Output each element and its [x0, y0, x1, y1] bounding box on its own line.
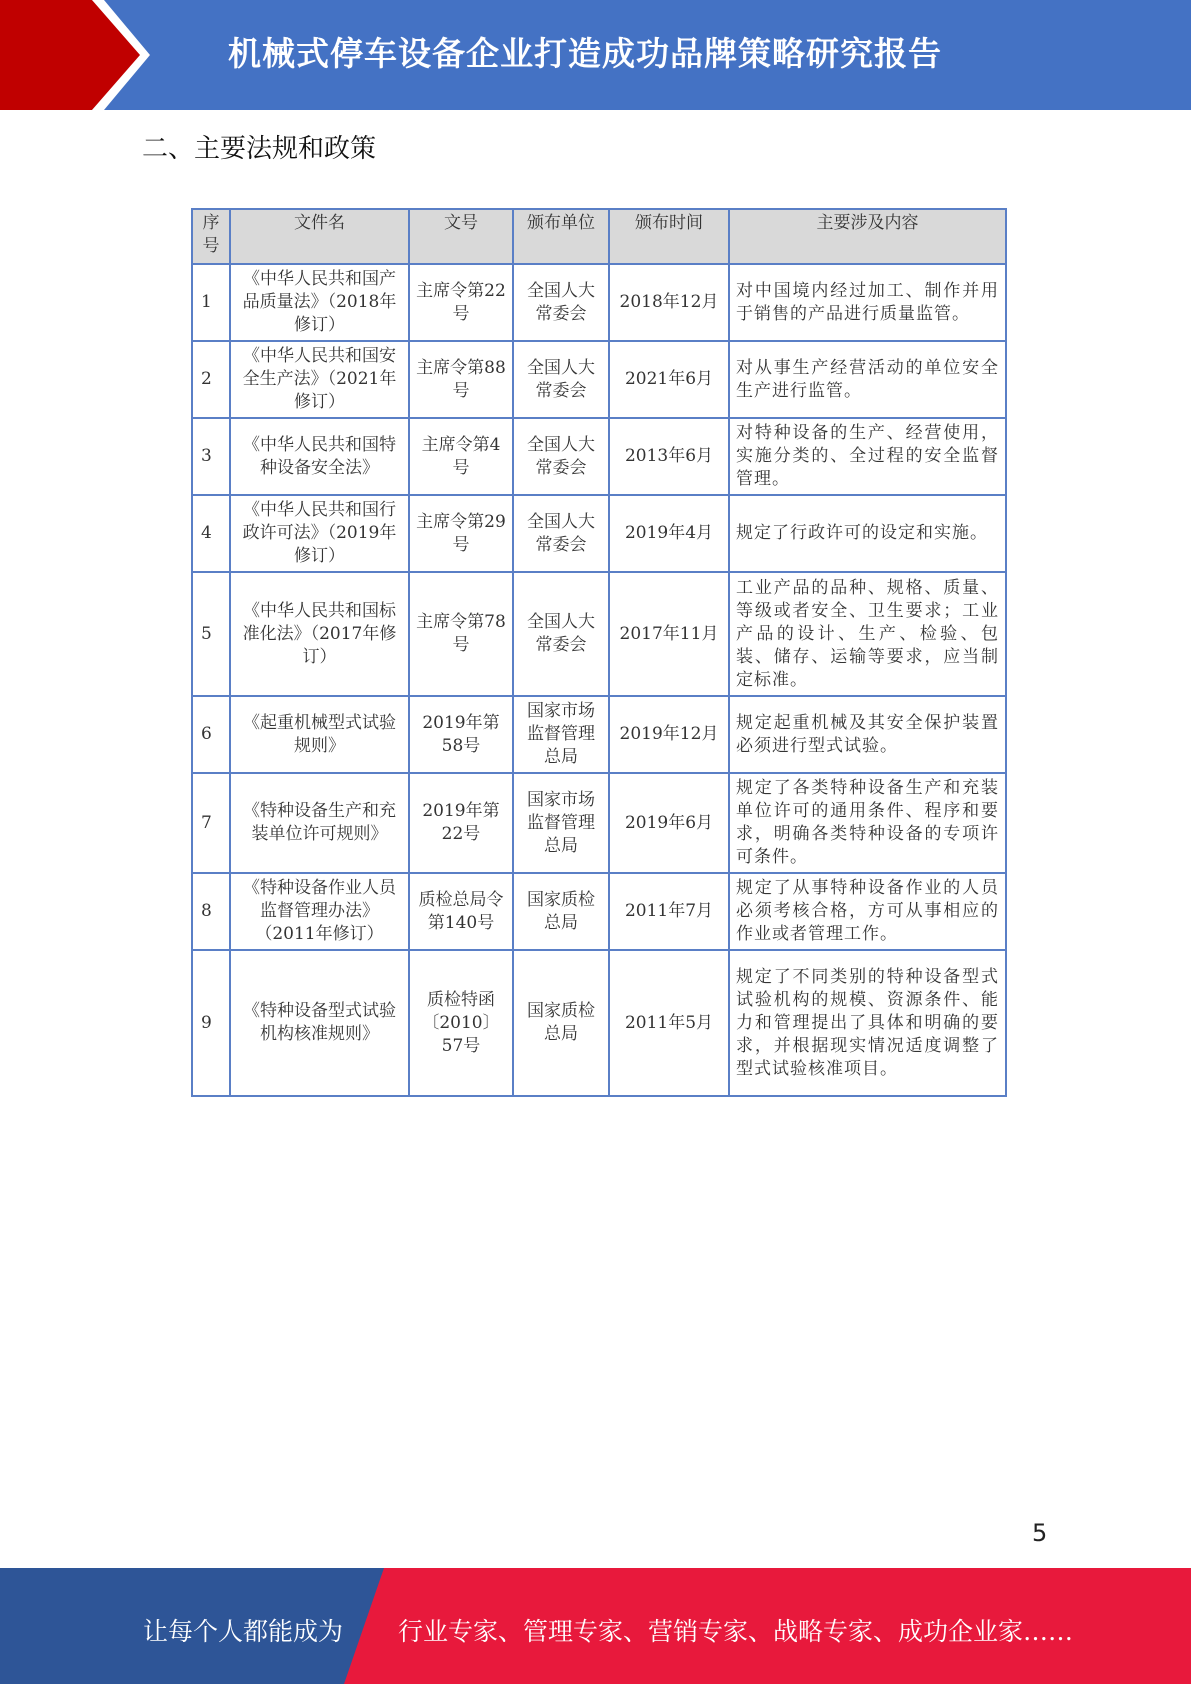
cell-main-content: 规定了从事特种设备作业的人员必须考核合格，方可从事相应的作业或者管理工作。: [729, 873, 1006, 950]
cell-index: 9: [192, 950, 230, 1096]
footer-slogan-right: 行业专家、管理专家、营销专家、战略专家、成功企业家……: [398, 1617, 1074, 1646]
cell-main-content: 规定了行政许可的设定和实施。: [729, 495, 1006, 572]
cell-issue-date: 2019年4月: [609, 495, 729, 572]
table-row: [192, 950, 1006, 1096]
cell-main-content: 对从事生产经营活动的单位安全生产进行监管。: [729, 341, 1006, 418]
cell-issuing-authority: 国家市场监督管理总局: [513, 773, 609, 873]
header-document-number: 文号: [409, 209, 513, 264]
cell-index: 8: [192, 873, 230, 950]
cell-issue-date: 2018年12月: [609, 264, 729, 341]
cell-main-content: 工业产品的品种、规格、质量、等级或者安全、卫生要求；工业产品的设计、生产、检验、包装、储存、运输等要求，应当制定标准。: [729, 572, 1006, 696]
cell-main-content: 规定了各类特种设备生产和充装单位许可的通用条件、程序和要求，明确各类特种设备的专项许可条件。: [729, 773, 1006, 873]
cell-document-name: 《特种设备型式试验机构核准规则》: [230, 950, 409, 1096]
cell-document-name: 《特种设备作业人员监督管理办法》（2011年修订）: [230, 873, 409, 950]
header-chevron-graphic: [0, 0, 150, 110]
cell-issue-date: 2019年6月: [609, 773, 729, 873]
cell-index: 5: [192, 572, 230, 696]
cell-issuing-authority: 国家质检总局: [513, 950, 609, 1096]
cell-document-name: 《中华人民共和国产品质量法》（2018年修订）: [230, 264, 409, 341]
cell-index: 3: [192, 418, 230, 495]
cell-main-content: 对特种设备的生产、经营使用，实施分类的、全过程的安全监督管理。: [729, 418, 1006, 495]
cell-issuing-authority: 国家质检总局: [513, 873, 609, 950]
cell-main-content: 对中国境内经过加工、制作并用于销售的产品进行质量监管。: [729, 264, 1006, 341]
header-index: 序号: [192, 209, 230, 264]
cell-document-name: 《起重机械型式试验规则》: [230, 696, 409, 773]
cell-main-content: 规定起重机械及其安全保护装置必须进行型式试验。: [729, 696, 1006, 773]
cell-document-name: 《特种设备生产和充装单位许可规则》: [230, 773, 409, 873]
table-row: [192, 418, 1006, 495]
page-number: 5: [1032, 1519, 1048, 1547]
cell-issue-date: 2011年5月: [609, 950, 729, 1096]
cell-issue-date: 2017年11月: [609, 572, 729, 696]
header-document-name: 文件名: [230, 209, 409, 264]
cell-issue-date: 2011年7月: [609, 873, 729, 950]
cell-document-number: 2019年第58号: [409, 696, 513, 773]
cell-issuing-authority: 全国人大常委会: [513, 572, 609, 696]
cell-issuing-authority: 国家市场监督管理总局: [513, 696, 609, 773]
cell-issuing-authority: 全国人大常委会: [513, 341, 609, 418]
cell-issuing-authority: 全国人大常委会: [513, 495, 609, 572]
cell-document-name: 《中华人民共和国特种设备安全法》: [230, 418, 409, 495]
cell-index: 1: [192, 264, 230, 341]
cell-issue-date: 2019年12月: [609, 696, 729, 773]
cell-document-number: 2019年第22号: [409, 773, 513, 873]
cell-document-number: 主席令第4号: [409, 418, 513, 495]
header-main-content: 主要涉及内容: [729, 209, 1006, 264]
cell-issuing-authority: 全国人大常委会: [513, 264, 609, 341]
table-row: [192, 264, 1006, 341]
cell-document-number: 质检总局令第140号: [409, 873, 513, 950]
cell-issuing-authority: 全国人大常委会: [513, 418, 609, 495]
cell-document-name: 《中华人民共和国标准化法》（2017年修订）: [230, 572, 409, 696]
cell-document-number: 主席令第29号: [409, 495, 513, 572]
cell-document-name: 《中华人民共和国安全生产法》（2021年修订）: [230, 341, 409, 418]
regulations-table-container: [191, 208, 1005, 1097]
regulations-table: [191, 208, 1007, 1097]
report-title: 机械式停车设备企业打造成功品牌策略研究报告: [228, 34, 942, 73]
cell-issue-date: 2013年6月: [609, 418, 729, 495]
cell-document-number: 质检特函〔2010〕57号: [409, 950, 513, 1096]
cell-index: 6: [192, 696, 230, 773]
table-row: [192, 495, 1006, 572]
table-row: [192, 873, 1006, 950]
table-row: [192, 572, 1006, 696]
cell-index: 4: [192, 495, 230, 572]
cell-index: 7: [192, 773, 230, 873]
table-row: [192, 696, 1006, 773]
section-heading: 二、主要法规和政策: [142, 134, 377, 164]
footer-slogan-left: 让每个人都能成为: [143, 1617, 344, 1646]
table-row: [192, 341, 1006, 418]
cell-document-name: 《中华人民共和国行政许可法》（2019年修订）: [230, 495, 409, 572]
cell-issue-date: 2021年6月: [609, 341, 729, 418]
cell-document-number: 主席令第22号: [409, 264, 513, 341]
header-banner: [0, 0, 1191, 110]
table-header-row: [192, 209, 1006, 264]
table-row: [192, 773, 1006, 873]
cell-index: 2: [192, 341, 230, 418]
cell-document-number: 主席令第88号: [409, 341, 513, 418]
cell-main-content: 规定了不同类别的特种设备型式试验机构的规模、资源条件、能力和管理提出了具体和明确的要求，并根据现实情况适度调整了型式试验核准项目。: [729, 950, 1006, 1096]
header-issue-date: 颁布时间: [609, 209, 729, 264]
cell-document-number: 主席令第78号: [409, 572, 513, 696]
header-issuing-authority: 颁布单位: [513, 209, 609, 264]
